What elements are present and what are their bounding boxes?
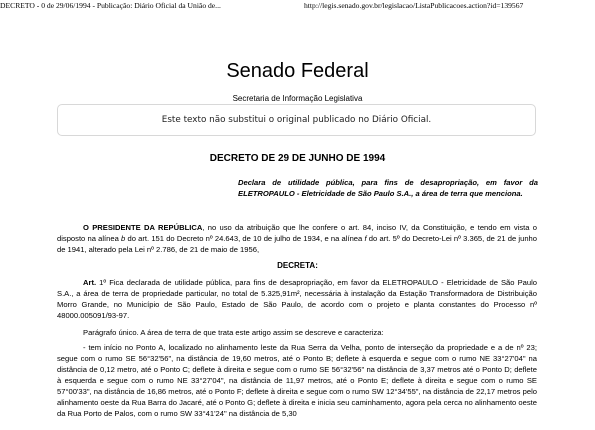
preamble-text-c: do art. 151 do Decreto nº 24.643, de 10 de julho de 1934, e na alínea — [125, 234, 365, 243]
preamble-alinea-f: f — [364, 234, 367, 243]
preamble-text-a: , no uso da atribuição que lhe confere o art. 84, inciso IV, da Constituição, e tendo em vista o disposto na alínea — [57, 223, 537, 243]
paragrafo-unico: Parágrafo único. A área de terra de que trata este artigo assim se descreve e caracteriza: — [83, 328, 384, 337]
article-1-text: 1º Fica declarada de utilidade pública, para fins de desapropriação, em favor da ELETROPAULO - Eletricidade de São Paulo S.A., a área de terra de propriedade particular, no total de 5.325,91m², necessária à instalação da Estação Transformadora de Distribuição Morro Grande, no Município de São Paulo, Estado de São Paulo, de acordo com o projeto e planta constantes do Processo nº 48000.005091/93-97. — [57, 278, 537, 320]
decreta-heading: DECRETA: — [277, 261, 318, 270]
preamble-text-d: do art. 5º do Decreto-Lei nº 3.365, de 21 de junho de 1941, alterado pela Lei nº 2.786, de 21 de maio de 1956, — [57, 234, 537, 254]
preamble-alinea-b: b — [121, 234, 126, 243]
article-1-label: Art. — [83, 278, 97, 287]
print-header-url: http://legis.senado.gov.br/legislacao/ListaPublicacoes.action?id=139567 — [304, 1, 524, 10]
site-title: Senado Federal — [226, 60, 369, 82]
print-header — [0, 0, 595, 12]
decree-title: DECRETO DE 29 DE JUNHO DE 1994 — [209, 153, 386, 164]
print-header-title: DECRETO - 0 de 29/06/1994 - Publicação: Diário Oficial da União de... — [0, 1, 221, 10]
disclaimer-text: Este texto não substitui o original publicado no Diário Oficial. — [161, 115, 432, 125]
area-description: - tem início no Ponto A, localizado no alinhamento leste da Rua Serra da Velha, ponto de interseção da propriedade e a de nº 23; segue com o rumo SE 56°32'56", na distância de 19,60 metros, até o Ponto B; deflete à esquerda e segue com o rumo NE 33°27'04" na distância de 0,12 metro, até o Ponto C; deflete à direita e segue com o rumo SE 56°32'56" na distância de 3,37 metros até o Ponto D; deflete à esquerda e segue com o rumo NE 33°27'04", na distância de 11,97 metros, até o Ponto E; deflete à direita e segue com o rumo SE 57°00'33", na distância de 16,86 metros, até o Ponto F; deflete à direita e segue com o rumo SW 12°34'55", na distância de 22,17 metros pelo alinhamento oeste da Rua Barra do Jacaré, até o Ponto G; deflete à direita e inicia seu caminhamento, agora pela cerca no alinhamento oeste da Rua Porto de Palos, com o rumo SW 33°41'24" na distância de 5,30 — [57, 343, 537, 418]
disclaimer-notice — [57, 104, 536, 136]
decree-ementa: Declara de utilidade pública, para fins de desapropriação, em favor da ELETROPAULO - Eletricidade de São Paulo S.A., a área de terra que menciona. — [238, 178, 538, 198]
site-subtitle: Secretaria de Informação Legislativa — [232, 94, 363, 103]
preamble-president: O PRESIDENTE DA REPÚBLICA — [83, 223, 203, 232]
article-1 — [57, 277, 537, 321]
decree-preamble — [57, 222, 537, 255]
